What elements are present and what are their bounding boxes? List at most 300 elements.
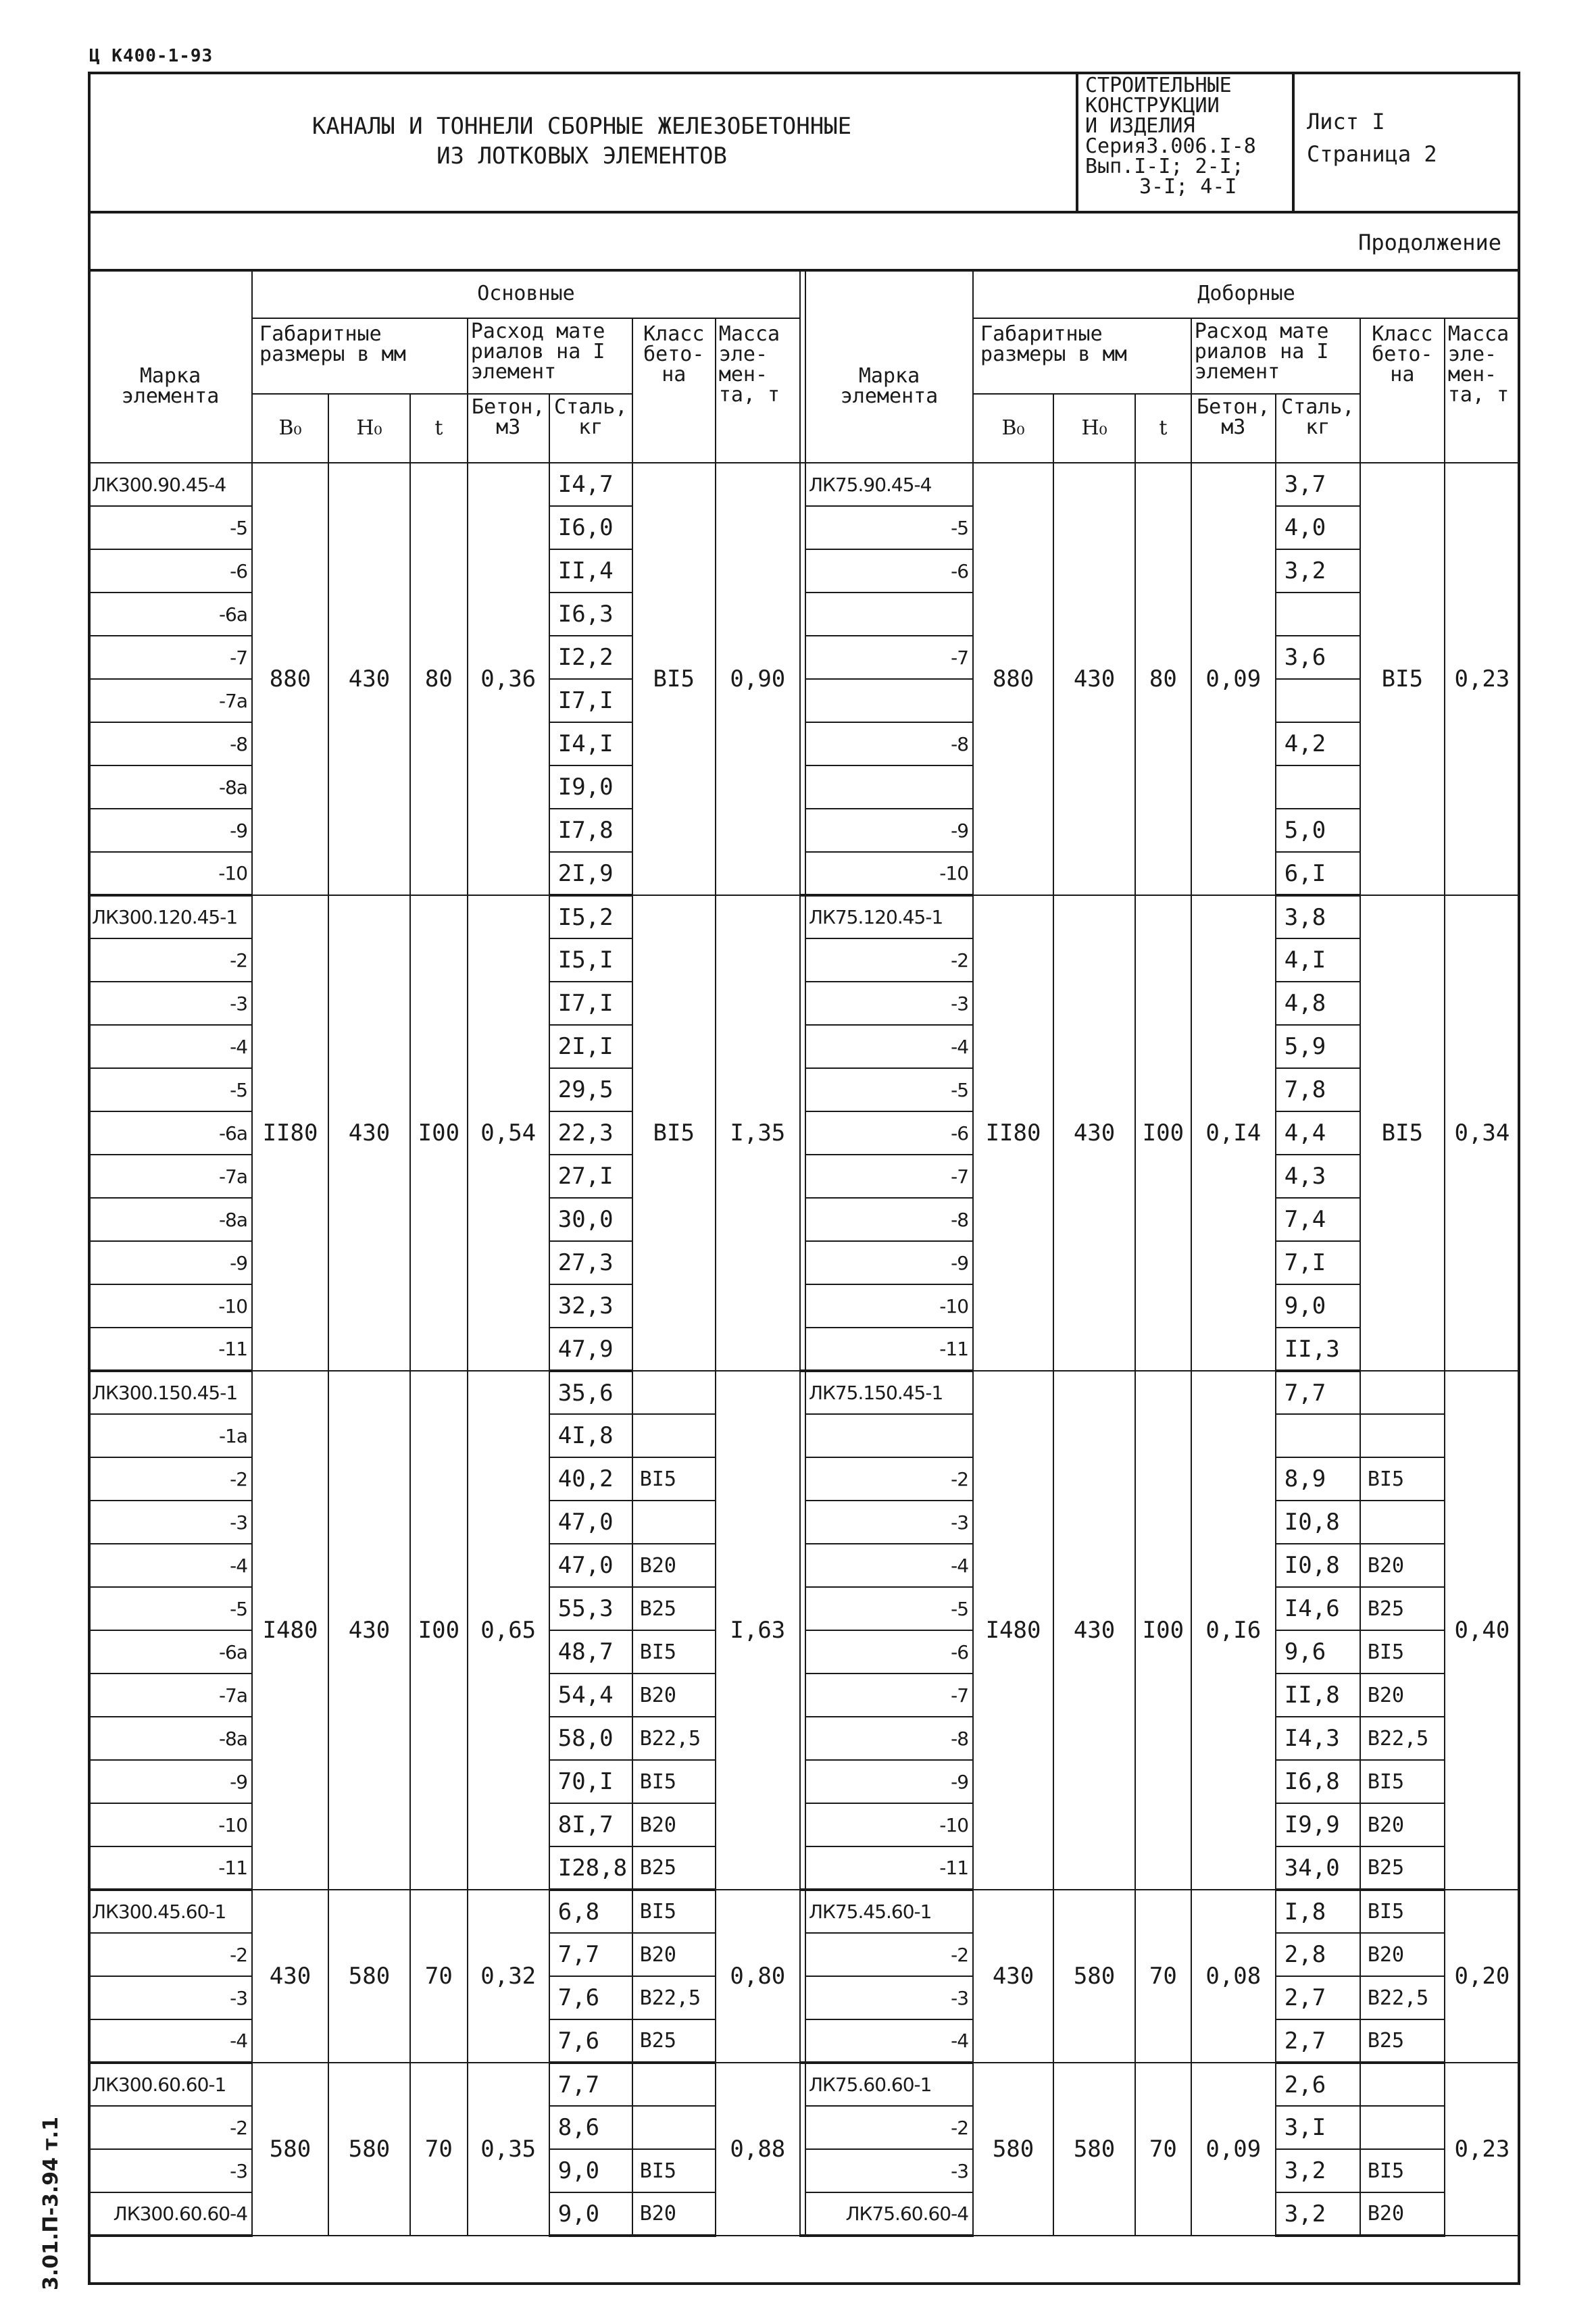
right-mass-cell: 0,23 [1445,463,1520,895]
right-mark-cell [805,1414,973,1457]
left-steel-cell: 2I,I [549,1025,632,1068]
right-t-cell: 80 [1135,463,1191,895]
left-class-cell: B20 [632,1803,716,1846]
title-line-2: ИЗ ЛОТКОВЫХ ЭЛЕМЕНТОВ [437,143,727,170]
left-mark-cell: -3 [89,1501,252,1544]
right-class-cell: B20 [1360,1803,1445,1846]
right-class-cell [1360,1371,1445,1414]
left-steel-cell: 32,3 [549,1284,632,1328]
left-mark-cell: -8 [89,722,252,765]
right-class-cell: B22,5 [1360,1976,1445,2019]
column-separator-cell [800,1155,805,1198]
left-mark-cell: -6а [89,593,252,636]
left-h0-cell: 580 [328,2063,410,2236]
right-class-cell [1360,2063,1445,2106]
b0-header-left: B₀ [252,394,328,463]
right-concrete-cell: 0,09 [1191,2063,1276,2236]
b0-header-right: B₀ [973,394,1053,463]
left-concrete-cell: 0,35 [468,2063,549,2236]
right-mark-cell: -7 [805,1674,973,1717]
left-mark-cell: ЛК300.60.60-4 [89,2192,252,2236]
column-separator-cell [800,1284,805,1328]
right-steel-cell: I6,8 [1276,1760,1360,1803]
right-mark-cell: -4 [805,1025,973,1068]
table-row [89,2063,1520,2106]
right-steel-cell: I9,9 [1276,1803,1360,1846]
right-steel-cell: I0,8 [1276,1501,1360,1544]
series-line-2: КОНСТРУКЦИИ [1085,94,1220,118]
right-class-cell [1360,1414,1445,1457]
left-h0-cell: 430 [328,895,410,1371]
left-b0-cell: 430 [252,1890,328,2063]
right-steel-cell: 7,7 [1276,1371,1360,1414]
right-mark-cell: -10 [805,1803,973,1846]
right-steel-cell: I4,3 [1276,1717,1360,1760]
right-mark-cell: -4 [805,2019,973,2063]
right-mark-cell: -7 [805,1155,973,1198]
right-concrete-cell: 0,09 [1191,463,1276,895]
column-separator-cell [800,1241,805,1284]
left-mark-cell: -3 [89,1976,252,2019]
t-header-right: t [1135,394,1191,463]
column-separator [800,270,805,463]
left-steel-cell: I6,3 [549,593,632,636]
right-steel-cell: I0,8 [1276,1544,1360,1587]
right-b0-cell: II80 [973,895,1053,1371]
right-concrete-cell: 0,08 [1191,1890,1276,2063]
left-b0-cell: II80 [252,895,328,1371]
table-row [89,463,1520,506]
column-separator-cell [800,982,805,1025]
right-mark-cell: -4 [805,1544,973,1587]
left-mark-cell: -5 [89,1068,252,1111]
right-class-cell: B22,5 [1360,1717,1445,1760]
left-steel-cell: I5,I [549,938,632,982]
left-class-cell: BI5 [632,1890,716,1933]
right-steel-cell [1276,679,1360,722]
column-separator-cell [800,1457,805,1501]
left-mark-cell: -8а [89,1717,252,1760]
right-mark-cell: ЛК75.150.45-1 [805,1371,973,1414]
column-separator-cell [800,2192,805,2236]
left-t-cell: I00 [410,895,468,1371]
consumption-header-left: Расход мате риалов на I элемент [468,318,632,394]
right-t-cell: I00 [1135,895,1191,1371]
dims-header-right: Габаритные размеры в мм [973,318,1191,394]
right-steel-cell: 2,8 [1276,1933,1360,1976]
left-mark-cell: -7а [89,679,252,722]
left-steel-cell: 30,0 [549,1198,632,1241]
right-mark-cell: -9 [805,1241,973,1284]
consumption-header-right: Расход мате риалов на I элемент [1191,318,1360,394]
right-concrete-cell: 0,I6 [1191,1371,1276,1890]
left-steel-cell: 58,0 [549,1717,632,1760]
left-b0-cell: 880 [252,463,328,895]
right-h0-cell: 580 [1053,1890,1135,2063]
column-separator-cell [800,1803,805,1846]
left-class-cell: BI5 [632,1630,716,1674]
left-mass-cell: 0,80 [716,1890,800,2063]
column-separator-cell [800,1025,805,1068]
right-steel-cell: 2,6 [1276,2063,1360,2106]
right-steel-cell: I,8 [1276,1890,1360,1933]
column-separator-cell [800,1501,805,1544]
left-mark-cell: -2 [89,1457,252,1501]
right-mark-cell: ЛК75.90.45-4 [805,463,973,506]
right-t-cell: I00 [1135,1371,1191,1890]
right-steel-cell: 4,4 [1276,1111,1360,1155]
steel-header-left: Сталь, кг [549,394,632,463]
right-steel-cell: 7,8 [1276,1068,1360,1111]
right-mark-cell: ЛК75.60.60-1 [805,2063,973,2106]
left-mark-cell: ЛК300.120.45-1 [89,895,252,938]
left-class-cell: BI5 [632,895,716,1371]
right-steel-cell: 3,I [1276,2106,1360,2149]
column-separator-cell [800,549,805,593]
left-mark-cell: -6а [89,1111,252,1155]
right-b0-cell: 430 [973,1890,1053,2063]
left-steel-cell: I2,2 [549,636,632,679]
right-class-cell: BI5 [1360,1890,1445,1933]
right-mark-cell: -11 [805,1846,973,1890]
right-steel-cell: II,8 [1276,1674,1360,1717]
left-class-cell [632,2063,716,2106]
right-mark-cell: -10 [805,1284,973,1328]
column-separator-cell [800,1976,805,2019]
mass-header-left: Масса эле- мен- та, т [716,318,800,463]
left-class-cell: B25 [632,1846,716,1890]
left-class-cell [632,1414,716,1457]
left-steel-cell: 7,7 [549,2063,632,2106]
right-mark-cell: -5 [805,1587,973,1630]
right-steel-cell [1276,593,1360,636]
right-steel-cell: 3,7 [1276,463,1360,506]
series-line-5: Вып.I-I; 2-I; [1085,155,1244,178]
column-separator-cell [800,2106,805,2149]
right-mark-cell: -11 [805,1328,973,1371]
right-steel-cell: 9,6 [1276,1630,1360,1674]
table-body [89,463,1520,2236]
h0-header-left: H₀ [328,394,410,463]
class-header-right: Класс бето- на [1360,318,1445,463]
left-h0-cell: 430 [328,1371,410,1890]
left-mark-cell: -7а [89,1155,252,1198]
column-separator-cell [800,1717,805,1760]
column-separator-cell [800,895,805,938]
right-t-cell: 70 [1135,1890,1191,2063]
dims-header-left: Габаритные размеры в мм [252,318,468,394]
column-separator-cell [800,506,805,549]
series-line-4: Серия3.006.I-8 [1085,134,1256,158]
left-mark-cell: -5 [89,506,252,549]
right-mass-cell: 0,23 [1445,2063,1520,2236]
series-line-1: СТРОИТЕЛЬНЫЕ [1085,74,1232,97]
right-class-cell: BI5 [1360,1630,1445,1674]
column-separator-cell [800,852,805,895]
right-steel-cell: 5,0 [1276,809,1360,852]
sheet-info [1295,72,1518,211]
left-steel-cell: I28,8 [549,1846,632,1890]
left-mark-cell: -7а [89,1674,252,1717]
right-b0-cell: I480 [973,1371,1053,1890]
right-steel-cell [1276,1414,1360,1457]
left-t-cell: 70 [410,2063,468,2236]
right-mark-cell [805,679,973,722]
left-steel-cell: 27,3 [549,1241,632,1284]
right-mark-cell: -2 [805,2106,973,2149]
right-h0-cell: 430 [1053,895,1135,1371]
left-steel-cell: 8,6 [549,2106,632,2149]
left-mark-cell: -8а [89,1198,252,1241]
right-steel-cell: 3,2 [1276,2192,1360,2236]
column-separator-cell [800,1371,805,1414]
series-line-6: 3-I; 4-I [1139,175,1237,199]
column-separator-cell [800,636,805,679]
mass-header-right: Масса эле- мен- та, т [1445,318,1520,463]
left-class-cell: BI5 [632,2149,716,2192]
side-stamp: 3.01.П-3.94 т.1 [39,2116,63,2290]
left-concrete-cell: 0,65 [468,1371,549,1890]
left-class-cell [632,1371,716,1414]
right-steel-cell: II,3 [1276,1328,1360,1371]
right-mark-cell: -10 [805,852,973,895]
right-mark-cell: -5 [805,506,973,549]
left-steel-cell: 29,5 [549,1068,632,1111]
mark-header-left: Марка элемента [89,270,252,463]
column-separator-cell [800,2063,805,2106]
left-class-cell: B20 [632,1674,716,1717]
right-class-cell: BI5 [1360,895,1445,1371]
left-steel-cell: 55,3 [549,1587,632,1630]
left-class-cell: B20 [632,1933,716,1976]
left-steel-cell: 48,7 [549,1630,632,1674]
left-mark-cell: -9 [89,809,252,852]
t-header-left: t [410,394,468,463]
left-steel-cell: I6,0 [549,506,632,549]
right-mark-cell: -6 [805,1111,973,1155]
right-steel-cell: 9,0 [1276,1284,1360,1328]
left-concrete-cell: 0,32 [468,1890,549,2063]
left-mark-cell: -10 [89,1803,252,1846]
left-mark-cell: -4 [89,1544,252,1587]
column-separator-cell [800,1414,805,1457]
right-mark-cell: -2 [805,938,973,982]
left-steel-cell: I7,I [549,679,632,722]
left-steel-cell: 40,2 [549,1457,632,1501]
mark-header-right: Марка элемента [805,270,973,463]
document-code: Ц К400-1-93 [89,46,214,66]
left-class-cell: B22,5 [632,1976,716,2019]
left-steel-cell: I7,I [549,982,632,1025]
page-number: Страница 2 [1307,141,1437,167]
right-class-cell: B20 [1360,2192,1445,2236]
left-class-cell: B25 [632,2019,716,2063]
right-steel-cell: 3,2 [1276,2149,1360,2192]
left-steel-cell: I5,2 [549,895,632,938]
left-steel-cell: 47,9 [549,1328,632,1371]
concrete-header-left: Бетон, м3 [468,394,549,463]
left-steel-cell: 6,8 [549,1890,632,1933]
right-steel-cell: 4,2 [1276,722,1360,765]
left-b0-cell: 580 [252,2063,328,2236]
right-class-cell: BI5 [1360,463,1445,895]
right-mass-cell: 0,20 [1445,1890,1520,2063]
right-t-cell: 70 [1135,2063,1191,2236]
column-separator-cell [800,1587,805,1630]
right-mark-cell: -6 [805,549,973,593]
right-mark-cell: ЛК75.45.60-1 [805,1890,973,1933]
left-steel-cell: 54,4 [549,1674,632,1717]
right-steel-cell: 3,8 [1276,895,1360,938]
right-mark-cell: ЛК75.120.45-1 [805,895,973,938]
right-mark-cell: -8 [805,722,973,765]
right-mark-cell: -9 [805,1760,973,1803]
extra-group-header: Доборные [973,270,1520,318]
left-steel-cell: 27,I [549,1155,632,1198]
left-steel-cell: 9,0 [549,2149,632,2192]
right-steel-cell: 2,7 [1276,1976,1360,2019]
right-steel-cell: 4,8 [1276,982,1360,1025]
left-h0-cell: 580 [328,1890,410,2063]
concrete-header-right: Бетон, м3 [1191,394,1276,463]
right-mark-cell: -2 [805,1933,973,1976]
continued-label: Продолжение [1358,230,1501,255]
left-class-cell: BI5 [632,1760,716,1803]
column-separator-cell [800,2149,805,2192]
left-mark-cell: -4 [89,2019,252,2063]
right-mass-cell: 0,34 [1445,895,1520,1371]
column-separator-cell [800,1111,805,1155]
right-steel-cell: 2,7 [1276,2019,1360,2063]
right-b0-cell: 580 [973,2063,1053,2236]
right-concrete-cell: 0,I4 [1191,895,1276,1371]
column-separator-cell [800,593,805,636]
left-t-cell: 80 [410,463,468,895]
left-steel-cell: I7,8 [549,809,632,852]
left-steel-cell: 7,6 [549,2019,632,2063]
right-steel-cell [1276,765,1360,809]
right-steel-cell: 4,0 [1276,506,1360,549]
left-steel-cell: 47,0 [549,1501,632,1544]
right-h0-cell: 430 [1053,463,1135,895]
left-class-cell: B20 [632,1544,716,1587]
left-class-cell: B25 [632,1587,716,1630]
left-steel-cell: II,4 [549,549,632,593]
sheet-number: Лист I [1307,109,1385,134]
column-separator-cell [800,1198,805,1241]
left-mark-cell: -5 [89,1587,252,1630]
right-steel-cell: 8,9 [1276,1457,1360,1501]
right-class-cell [1360,2106,1445,2149]
left-mass-cell: I,35 [716,895,800,1371]
right-h0-cell: 430 [1053,1371,1135,1890]
left-t-cell: 70 [410,1890,468,2063]
title-block [88,72,1520,213]
document-title [88,72,1078,211]
column-separator-cell [800,1760,805,1803]
left-h0-cell: 430 [328,463,410,895]
class-header-left: Класс бето- на [632,318,716,463]
left-t-cell: I00 [410,1371,468,1890]
right-mark-cell: -3 [805,1501,973,1544]
column-separator-cell [800,679,805,722]
h0-header-right: H₀ [1053,394,1135,463]
right-mark-cell: -7 [805,636,973,679]
right-mark-cell: -3 [805,1976,973,2019]
right-mark-cell: -8 [805,1717,973,1760]
left-mark-cell: -9 [89,1241,252,1284]
column-separator-cell [800,2019,805,2063]
left-mark-cell: -3 [89,982,252,1025]
left-b0-cell: I480 [252,1371,328,1890]
left-class-cell: BI5 [632,463,716,895]
elements-table [88,269,1520,2237]
left-mark-cell: -2 [89,938,252,982]
left-class-cell [632,2106,716,2149]
left-class-cell: BI5 [632,1457,716,1501]
left-mark-cell: -10 [89,852,252,895]
left-mark-cell: -4 [89,1025,252,1068]
left-mark-cell: ЛК300.90.45-4 [89,463,252,506]
right-class-cell: B20 [1360,1674,1445,1717]
column-separator-cell [800,1846,805,1890]
left-steel-cell: 47,0 [549,1544,632,1587]
right-mark-cell: -2 [805,1457,973,1501]
left-mark-cell: -7 [89,636,252,679]
right-steel-cell: 4,3 [1276,1155,1360,1198]
left-steel-cell: 4I,8 [549,1414,632,1457]
right-class-cell [1360,1501,1445,1544]
right-mark-cell: -3 [805,982,973,1025]
series-line-3: И ИЗДЕЛИЯ [1085,114,1195,138]
column-separator-cell [800,1328,805,1371]
column-separator-cell [800,722,805,765]
column-separator-cell [800,1674,805,1717]
table-row [89,1890,1520,1933]
right-b0-cell: 880 [973,463,1053,895]
title-line-1: КАНАЛЫ И ТОННЕЛИ СБОРНЫЕ ЖЕЛЕЗОБЕТОННЫЕ [311,113,852,140]
left-mark-cell: -3 [89,2149,252,2192]
right-mark-cell: -9 [805,809,973,852]
right-mark-cell: -3 [805,2149,973,2192]
left-mark-cell: -11 [89,1328,252,1371]
left-mark-cell: -1а [89,1414,252,1457]
right-steel-cell: I4,6 [1276,1587,1360,1630]
left-steel-cell: 7,7 [549,1933,632,1976]
left-steel-cell: I4,7 [549,463,632,506]
right-steel-cell: 7,I [1276,1241,1360,1284]
column-separator-cell [800,809,805,852]
right-class-cell: B20 [1360,1544,1445,1587]
left-steel-cell: 7,6 [549,1976,632,2019]
right-mark-cell: -6 [805,1630,973,1674]
left-mark-cell: -2 [89,1933,252,1976]
right-class-cell: B20 [1360,1933,1445,1976]
right-mark-cell [805,765,973,809]
left-mass-cell: 0,88 [716,2063,800,2236]
left-concrete-cell: 0,36 [468,463,549,895]
left-mark-cell: -6а [89,1630,252,1674]
left-mass-cell: I,63 [716,1371,800,1890]
column-separator-cell [800,1890,805,1933]
right-mark-cell: ЛК75.60.60-4 [805,2192,973,2236]
left-concrete-cell: 0,54 [468,895,549,1371]
column-separator-cell [800,1068,805,1111]
left-mark-cell: -10 [89,1284,252,1328]
left-mark-cell: ЛК300.45.60-1 [89,1890,252,1933]
left-mark-cell: ЛК300.60.60-1 [89,2063,252,2106]
right-h0-cell: 580 [1053,2063,1135,2236]
